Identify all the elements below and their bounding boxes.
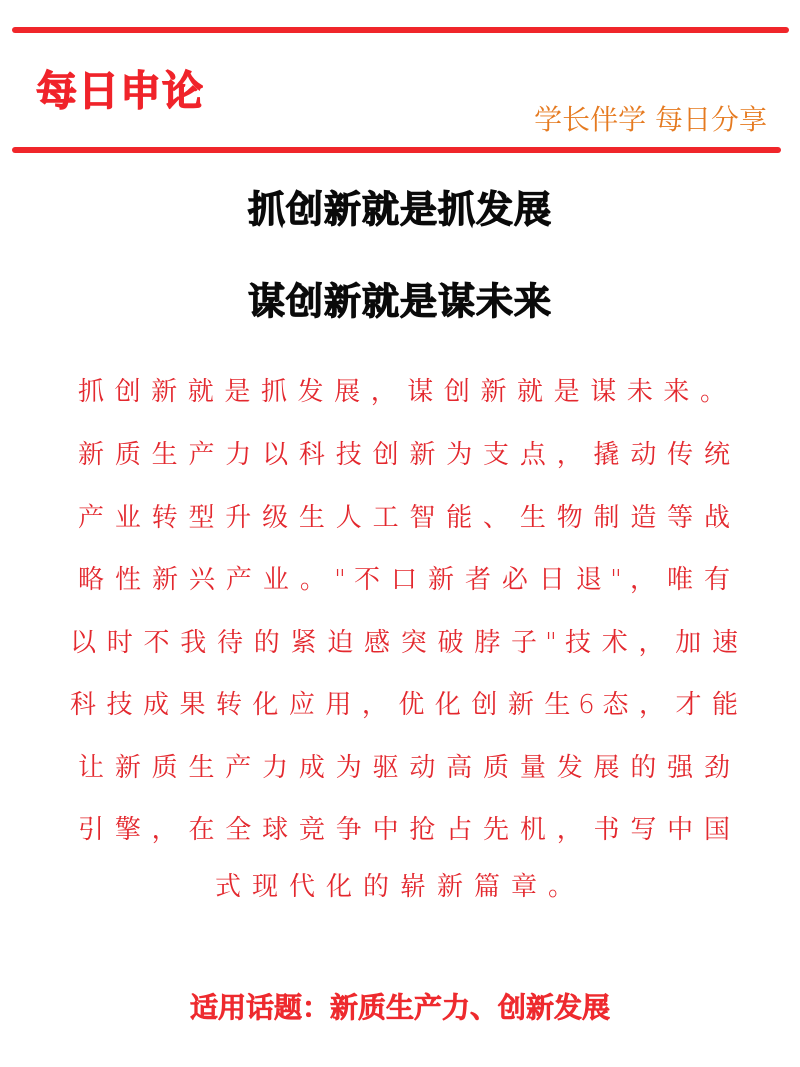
essay-line: 新 质 生 产 力 以 科 技 创 新 为 支 点 ， 撬 动 传 统	[78, 440, 730, 470]
essay-line: 引 擎 ， 在 全 球 竞 争 中 抢 占 先 机 ， 书 写 中 国	[78, 815, 730, 845]
headline-line-1: 抓创新就是抓发展	[248, 188, 552, 231]
column-title: 每日申论	[36, 67, 204, 115]
essay-line: 以 时 不 我 待 的 紧 迫 感 突 破 脖 子 " 技 术 ， 加 速	[70, 628, 738, 658]
column-tagline: 学长伴学 每日分享	[534, 103, 767, 136]
essay-line: 科 技 成 果 转 化 应 用 ， 优 化 创 新 生 6 态 ， 才 能	[70, 690, 738, 720]
headline-line-2: 谋创新就是谋未来	[248, 280, 552, 323]
applicable-topics: 适用话题：新质生产力、创新发展	[189, 991, 610, 1024]
top-divider	[12, 27, 789, 33]
header-divider	[12, 147, 781, 153]
essay-line: 抓 创 新 就 是 抓 发 展 ， 谋 创 新 就 是 谋 未 来 。	[78, 377, 726, 407]
essay-line: 让 新 质 生 产 力 成 为 驱 动 高 质 量 发 展 的 强 劲	[78, 753, 730, 783]
essay-line-final: 式现代化的崭新篇章。	[214, 872, 585, 902]
essay-line: 略 性 新 兴 产 业 。 " 不 口 新 者 必 日 退 " ， 唯 有	[78, 565, 730, 595]
essay-line: 产 业 转 型 升 级 生 人 工 智 能 、 生 物 制 造 等 战	[78, 503, 730, 533]
